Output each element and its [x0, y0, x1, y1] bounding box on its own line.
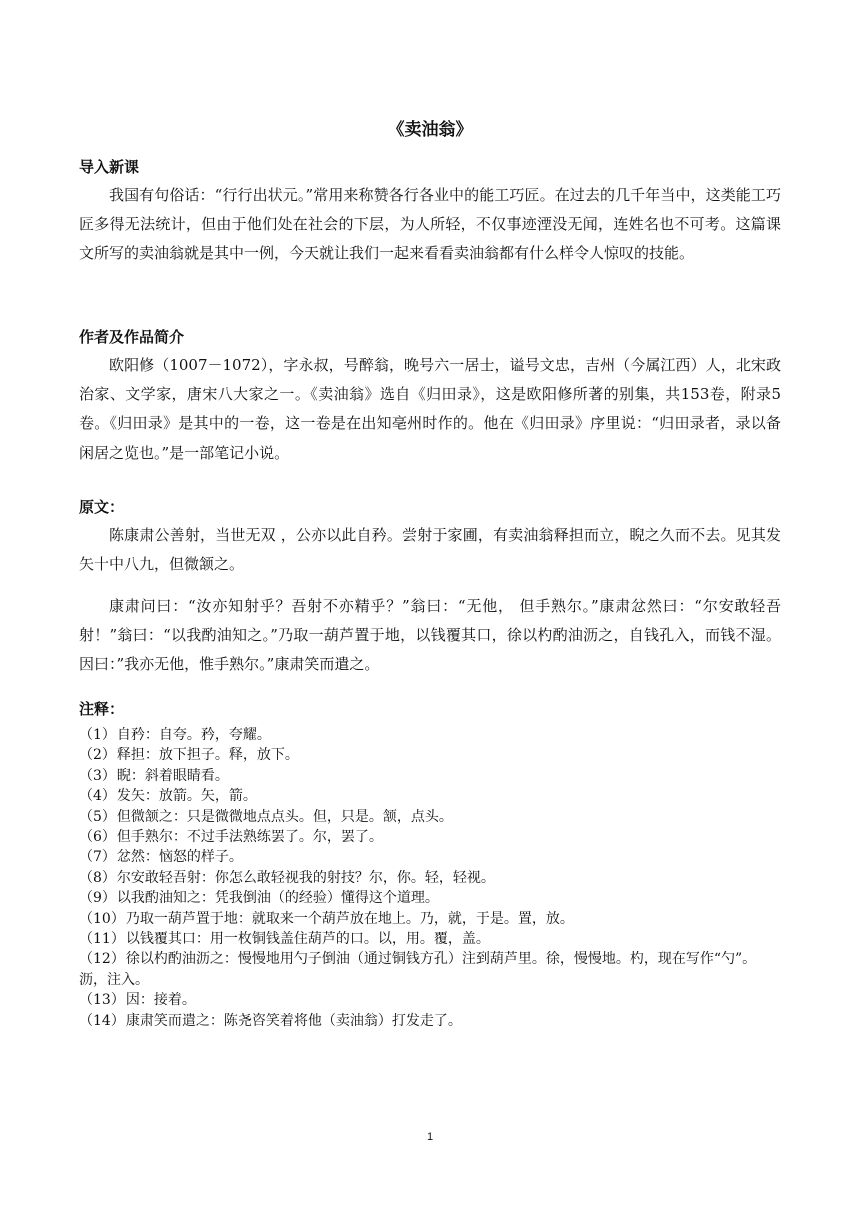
note-item	[79, 725, 781, 745]
note-text: 自矜：自夸。矜，夸耀。	[116, 727, 271, 743]
note-text: 但手熟尔：不过手法熟练罢了。尔，罢了。	[116, 829, 383, 846]
note-number: （5）	[79, 808, 116, 825]
note-item	[79, 807, 781, 827]
note-item	[79, 909, 781, 929]
note-text: 以我酌油知之：凭我倒油（的经验）懂得这个道理。	[116, 890, 439, 907]
note-number: （13）	[79, 992, 125, 1009]
note-number: （3）	[79, 767, 116, 784]
page-number: 1	[426, 1131, 434, 1143]
note-item	[79, 786, 781, 806]
heading-author: 作者及作品简介	[79, 328, 185, 346]
note-text: 尔安敢轻吾射：你怎么敢轻视我的射技？尔，你。轻，轻视。	[116, 869, 495, 886]
note-item	[79, 868, 781, 888]
note-number: （14）	[79, 1012, 125, 1029]
note-number: （2）	[79, 747, 116, 764]
note-text: 康肃笑而遣之：陈尧咨笑着将他（卖油翁）打发走了。	[125, 1012, 462, 1029]
note-item	[79, 929, 781, 949]
note-item	[79, 990, 781, 1010]
note-text: 乃取一葫芦置于地：就取来一个葫芦放在地上。乃，就，于是。置，放。	[125, 910, 574, 927]
note-item	[79, 766, 781, 786]
note-number: （12）	[79, 951, 125, 968]
note-number: （4）	[79, 788, 116, 805]
note-item	[79, 1011, 781, 1031]
note-text: 忿然：恼怒的样子。	[116, 849, 243, 866]
original-paragraph-1: 陈康肃公善射，当世无双 ，公亦以此自矜。尝射于家圃，有卖油翁释担而立，睨之久而不去。见其发矢十中八九，但微颔之。	[79, 526, 781, 574]
note-number: （6）	[79, 829, 116, 846]
note-number: （1）	[79, 727, 116, 743]
notes-list	[79, 725, 781, 1031]
note-text: 释担：放下担子。释，放下。	[116, 747, 299, 764]
note-number: （9）	[79, 890, 116, 907]
note-text: 发矢：放箭。矢，箭。	[116, 788, 257, 805]
note-number: （10）	[79, 910, 125, 927]
note-item	[79, 888, 781, 908]
note-item	[79, 827, 781, 847]
note-item	[79, 847, 781, 867]
note-number: （11）	[79, 931, 125, 948]
document-title: 《卖油翁》	[387, 120, 473, 140]
note-number: （7）	[79, 849, 116, 866]
heading-notes: 注释：	[79, 700, 125, 718]
note-text: 徐以杓酌油沥之：慢慢地用勺子倒油（通过铜钱方孔）注到葫芦里。徐，慢慢地。杓，现在写作“勺”。沥，注入。	[79, 951, 757, 988]
note-text: 以钱覆其口：用一枚铜钱盖住葫芦的口。以，用。覆，盖。	[125, 931, 490, 948]
intro-paragraph: 我国有句俗话：“行行出状元。”常用来称赞各行各业中的能工巧匠。在过去的几千年当中，这类能工巧匠多得无法统计，但由于他们处在社会的下层，为人所轻，不仅事迹湮没无闻，连姓名也不可考。这篇课文所写的卖油翁就是其中一例，今天就让我们一起来看看卖油翁都有什么样令人惊叹的技能。	[79, 186, 781, 263]
author-paragraph: 欧阳修（1007－1072），字永叔，号醉翁，晚号六一居士，谥号文忠，吉州（今属江西）人，北宋政治家、文学家，唐宋八大家之一。《卖油翁》选自《归田录》，这是欧阳修所著的别集，共153卷，附录5卷。《归田录》是其中的一卷，这一卷是在出知亳州时作的。他在《归田录》序里说：“归田录者，录以备闲居之览也。”是一部笔记小说。	[79, 356, 781, 462]
note-item	[79, 745, 781, 765]
note-item	[79, 949, 781, 990]
heading-intro: 导入新课	[79, 158, 140, 176]
note-text: 睨：斜着眼睛看。	[116, 767, 229, 784]
note-text: 但微颔之：只是微微地点点头。但，只是。颔，点头。	[116, 808, 453, 825]
note-number: （8）	[79, 869, 116, 886]
original-paragraph-2: 康肃问曰：“汝亦知射乎？吾射不亦精乎？”翁曰：“无他， 但手熟尔。”康肃忿然曰：“尔安敢轻吾射！”翁曰：“以我酌油知之。”乃取一葫芦置于地，以钱覆其口，徐以杓酌油沥之，自钱孔入，而钱不湿。因曰：”我亦无他，惟手熟尔。”康肃笑而遣之。	[79, 597, 781, 674]
note-text: 因：接着。	[125, 992, 196, 1009]
heading-original: 原文：	[79, 498, 125, 516]
